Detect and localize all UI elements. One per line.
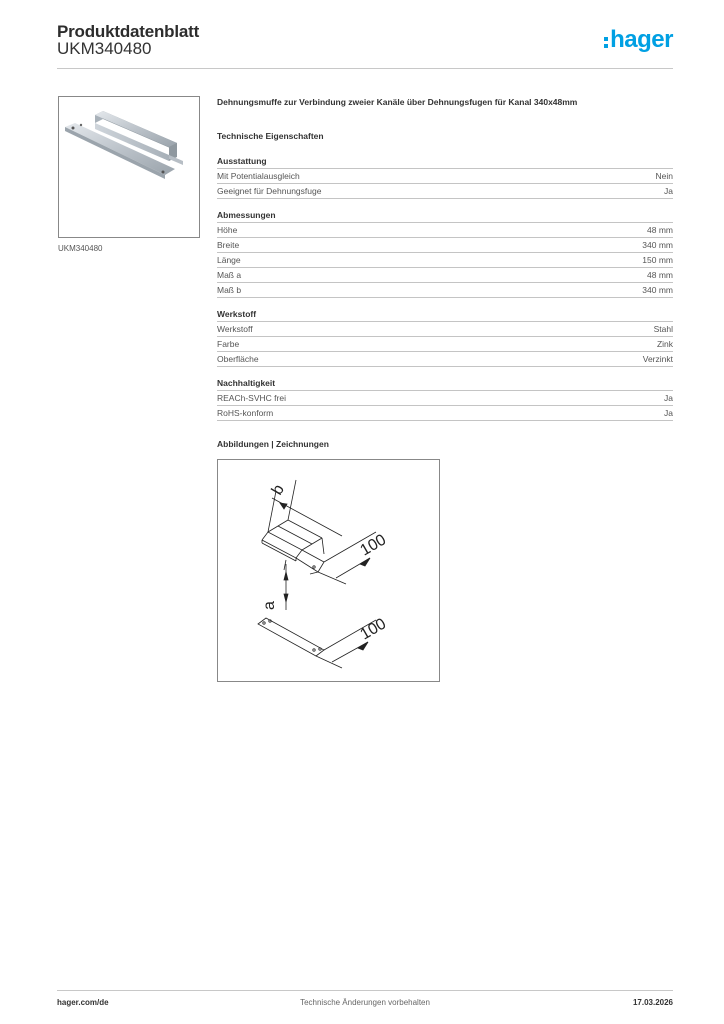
logo-colon-icon (604, 37, 608, 48)
dim-label-top: 100 (357, 531, 390, 560)
tech-properties-title: Technische Eigenschaften (217, 131, 324, 141)
header-divider (57, 68, 673, 69)
spec-value: Ja (664, 393, 673, 403)
spec-row (217, 391, 673, 406)
dim-label-bottom: 100 (357, 615, 390, 644)
product-number: UKM340480 (57, 39, 152, 58)
image-caption: UKM340480 (58, 244, 103, 253)
specifications (217, 97, 673, 449)
footer-website: hager.com/de (57, 998, 109, 1007)
spec-row (217, 238, 673, 253)
drawings-title: Abbildungen | Zeichnungen (217, 439, 329, 449)
spec-value: Ja (664, 408, 673, 418)
spec-row (217, 253, 673, 268)
spec-label: RoHS-konform (217, 408, 274, 418)
spec-row (217, 406, 673, 421)
expansion-sleeve-illustration (59, 97, 199, 237)
spec-label: Höhe (217, 225, 238, 235)
spec-label: Farbe (217, 339, 240, 349)
spec-value: Verzinkt (642, 354, 673, 364)
spec-label: Breite (217, 240, 240, 250)
spec-row (217, 268, 673, 283)
spec-value: 340 mm (642, 240, 673, 250)
footer-date: 17.03.2026 (632, 998, 673, 1007)
spec-label: REACh-SVHC frei (217, 393, 286, 403)
spec-row (217, 283, 673, 298)
spec-label: Länge (217, 255, 241, 265)
product-description: Dehnungsmuffe zur Verbindung zweier Kanäle über Dehnungsfugen für Kanal 340x48mm (217, 97, 578, 107)
spec-group-title: Werkstoff (217, 308, 673, 322)
spec-label: Mit Potentialausgleich (217, 171, 300, 181)
spec-row (217, 223, 673, 238)
spec-value: 48 mm (647, 225, 673, 235)
spec-label: Maß a (217, 270, 242, 280)
spec-group-abmessungen (217, 209, 673, 298)
page-header (57, 20, 673, 68)
spec-label: Werkstoff (217, 324, 253, 334)
spec-group-nachhaltigkeit (217, 377, 673, 421)
spec-group-title: Abmessungen (217, 209, 673, 223)
footer-disclaimer: Technische Änderungen vorbehalten (300, 998, 430, 1007)
spec-row (217, 169, 673, 184)
hager-logo (604, 26, 673, 54)
spec-row (217, 184, 673, 199)
spec-row (217, 322, 673, 337)
spec-group-ausstattung (217, 155, 673, 199)
spec-value: Stahl (653, 324, 673, 334)
spec-value: 340 mm (642, 285, 673, 295)
spec-group-werkstoff (217, 308, 673, 367)
spec-value: 48 mm (647, 270, 673, 280)
logo-text: hager (610, 26, 673, 53)
dim-label-b: b (268, 481, 288, 498)
spec-row (217, 352, 673, 367)
footer-divider (57, 990, 673, 991)
spec-row (217, 337, 673, 352)
spec-label: Geeignet für Dehnungsfuge (217, 186, 322, 196)
spec-value: Zink (656, 339, 673, 349)
spec-group-title: Ausstattung (217, 155, 673, 169)
dimension-drawing (218, 460, 439, 681)
dim-label-a: a (261, 601, 278, 610)
spec-group-title: Nachhaltigkeit (217, 377, 673, 391)
spec-label: Maß b (217, 285, 242, 295)
spec-value: 150 mm (642, 255, 673, 265)
product-image (58, 96, 200, 238)
technical-drawing (217, 459, 440, 682)
document-title: Produktdatenblatt (57, 22, 200, 41)
spec-value: Ja (664, 186, 673, 196)
spec-label: Oberfläche (217, 354, 259, 364)
spec-value: Nein (655, 171, 673, 181)
